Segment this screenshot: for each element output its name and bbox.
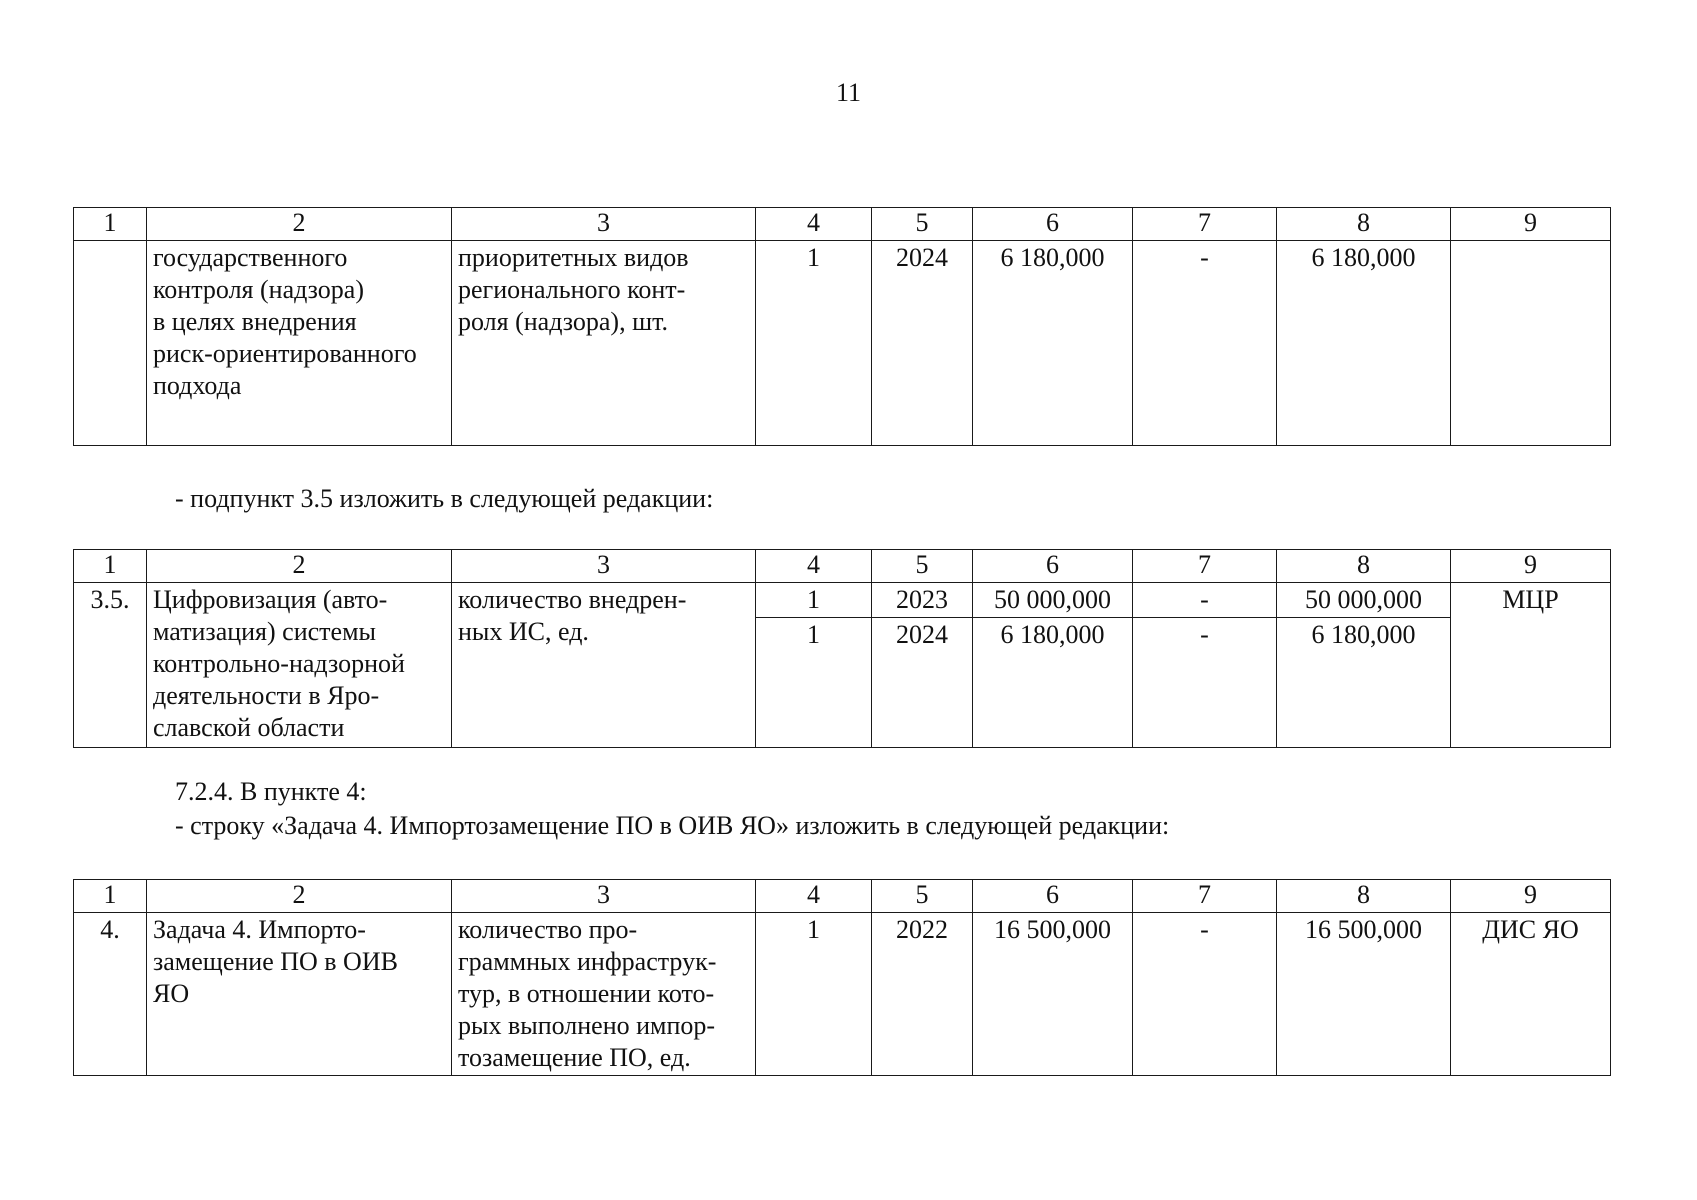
indicator-cell: приоритетных видов регионального конт- роля (надзора), шт. [452,241,756,446]
column-number: 1 [74,880,147,913]
column-number: 2 [147,208,452,241]
table-item-3-continuation [73,207,1611,446]
column-number: 4 [756,880,872,913]
table-row [74,583,1611,618]
amount-cell: - [1133,913,1277,1076]
executor-cell [1451,241,1611,446]
paragraph-7-2-4: 7.2.4. В пункте 4: [175,777,367,806]
amount-cell: - [1133,618,1277,748]
column-number: 1 [74,208,147,241]
column-number: 5 [872,550,973,583]
column-number-row [74,550,1611,583]
indicator-cell: количество внедрен- ных ИС, ед. [452,583,756,748]
column-number-row [74,880,1611,913]
amount-cell: 6 180,000 [973,241,1133,446]
item-name-cell: Цифровизация (авто- матизация) системы контрольно-надзорной деятельности в Яро- славской области [147,583,452,748]
table-row [74,241,1611,446]
year-cell: 2023 [872,583,973,618]
year-cell: 2024 [872,241,973,446]
column-number: 3 [452,550,756,583]
column-number: 4 [756,550,872,583]
indicator-value-cell: 1 [756,583,872,618]
executor-cell: МЦР [1451,583,1611,748]
column-number: 5 [872,208,973,241]
executor-cell: ДИС ЯО [1451,913,1611,1076]
column-number: 1 [74,550,147,583]
indicator-value-cell: 1 [756,913,872,1076]
column-number: 6 [973,208,1133,241]
year-cell: 2022 [872,913,973,1076]
column-number: 7 [1133,208,1277,241]
indicator-value-cell: 1 [756,241,872,446]
indicator-value-cell: 1 [756,618,872,748]
item-name-cell: государственного контроля (надзора) в целях внедрения риск-ориентированного подхода [147,241,452,446]
column-number: 7 [1133,550,1277,583]
column-number: 9 [1451,208,1611,241]
column-number: 7 [1133,880,1277,913]
item-number-cell: 3.5. [74,583,147,748]
amount-cell: 6 180,000 [973,618,1133,748]
year-cell: 2024 [872,618,973,748]
indicator-cell: количество про- граммных инфраструк- тур, в отношении кото- рых выполнено импор- тозамещение ПО, ед. [452,913,756,1076]
column-number: 6 [973,550,1133,583]
amount-cell: 16 500,000 [973,913,1133,1076]
table-row [74,913,1611,1076]
column-number: 3 [452,208,756,241]
table-task-4 [73,879,1611,1076]
amount-cell: 50 000,000 [973,583,1133,618]
column-number: 2 [147,550,452,583]
column-number: 2 [147,880,452,913]
column-number: 5 [872,880,973,913]
item-name-cell: Задача 4. Импорто- замещение ПО в ОИВ ЯО [147,913,452,1076]
amount-cell: 16 500,000 [1277,913,1451,1076]
column-number: 6 [973,880,1133,913]
column-number: 9 [1451,550,1611,583]
column-number: 9 [1451,880,1611,913]
column-number: 8 [1277,550,1451,583]
column-number-row [74,208,1611,241]
page-number: 11 [835,78,862,107]
column-number: 8 [1277,208,1451,241]
paragraph-task-4-row: - строку «Задача 4. Импортозамещение ПО в ОИВ ЯО» изложить в следующей редакции: [175,811,1170,840]
column-number: 8 [1277,880,1451,913]
item-number-cell [74,241,147,446]
column-number: 3 [452,880,756,913]
amount-cell: 50 000,000 [1277,583,1451,618]
amount-cell: - [1133,583,1277,618]
item-number-cell: 4. [74,913,147,1076]
paragraph-subitem-3-5: - подпункт 3.5 изложить в следующей редакции: [175,484,714,513]
amount-cell: 6 180,000 [1277,241,1451,446]
amount-cell: 6 180,000 [1277,618,1451,748]
amount-cell: - [1133,241,1277,446]
table-subitem-3-5 [73,549,1611,748]
column-number: 4 [756,208,872,241]
